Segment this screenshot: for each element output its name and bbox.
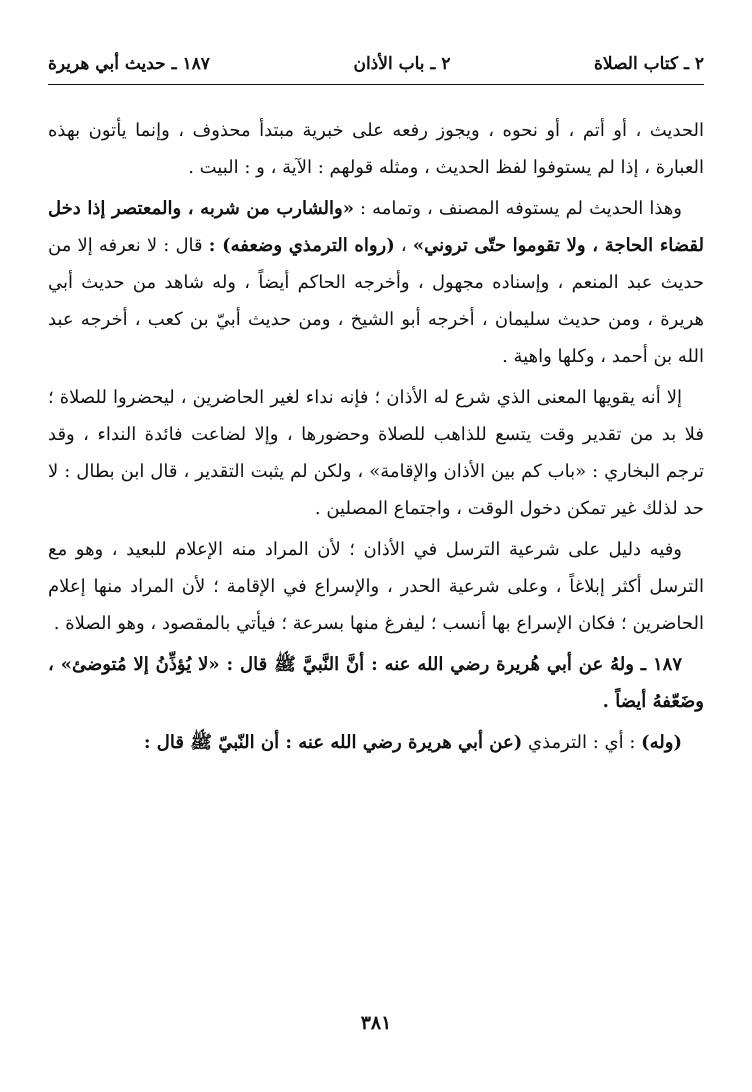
paragraph-6-quote: (عن أبي هريرة رضي الله عنه : أن النّبيّ ﷺ قال : (143, 732, 523, 753)
paragraph-4: وفيه دليل على شرعية الترسل في الأذان ؛ لأن المراد منه الإعلام للبعيد ، وهو مع الترسل أكثر إبلاغاً ، وعلى شرعية الحدر ، والإسراع في الإقامة ؛ لأن المراد منها إعلام الحاضرين ؛ فكان الإسراع بها أنسب ؛ ليفرغ منها بسرعة ؛ فيأتي بالمقصود ، وهو الصلاة . (48, 539, 704, 634)
paragraph-2-separator: ، (394, 235, 413, 256)
paragraph-6-lead: (وله) (641, 732, 682, 753)
header-book-title: ٢ ـ كتاب الصلاة (594, 54, 704, 74)
paragraph-6-gloss: : أي : الترمذي (522, 732, 642, 753)
paragraph-6 (48, 724, 704, 761)
paragraph-3: إلا أنه يقويها المعنى الذي شرع له الأذان ؛ فإنه نداء لغير الحاضرين ، ليحضروا للصلاة ؛ فلا بد من تقدير وقت يتسع للذاهب للصلاة وحضورها ، وإلا لضاعت فائدة النداء ، وقد ترجم البخاري : «باب كم بين الأذان والإقامة» ، ولكن لم يثبت التقدير ، قال ابن بطال : لا حد لذلك غير تمكن دخول الوقت ، واجتماع المصلين . (48, 387, 704, 519)
paragraph-2-commentary: قال : لا نعرفه إلا من حديث عبد المنعم ، وإسناده مجهول ، وأخرجه الحاكم أيضاً ، وله شاهد من حديث أبي هريرة ، ومن حديث سليمان ، أخرجه أبو الشيخ ، ومن حديث أبيّ بن كعب ، أخرجه عبد الله بن أحمد ، وكلها واهية . (48, 235, 704, 367)
header-chapter-title: ٢ ـ باب الأذان (353, 54, 451, 74)
paragraph-1: الحديث ، أو أتم ، أو نحوه ، ويجوز رفعه على خبرية مبتدأ محذوف ، وإنما يأتون بهذه العبارة ، إذا لم يستوفوا لفظ الحديث ، ومثله قولهم : الآية ، و : البيت . (48, 120, 704, 178)
header-hadith-title: ١٨٧ ـ حديث أبي هريرة (48, 54, 210, 74)
page-number: ٣٨١ (360, 1012, 392, 1034)
hadith-completion-quote: «والشارب من شربه ، والمعتصر إذا دخل لقضاء الحاجة ، ولا تقوموا حتّى تروني» (48, 198, 704, 256)
running-header (48, 44, 704, 85)
hadith-187: ١٨٧ ـ ولهُ عن أبي هُريرة رضي الله عنه : أنَّ النَّبيَّ ﷺ قال : «لا يُؤذِّنُ إلا مُتوضئ» ، وضَعّفهُ أيضاً . (48, 654, 704, 712)
page-body (48, 112, 704, 765)
paragraph-2 (48, 190, 704, 375)
narration-source: (رواه الترمذي وضعفه) : (208, 235, 395, 256)
paragraph-2-intro: وهذا الحديث لم يستوفه المصنف ، وتمامه : (353, 198, 682, 219)
